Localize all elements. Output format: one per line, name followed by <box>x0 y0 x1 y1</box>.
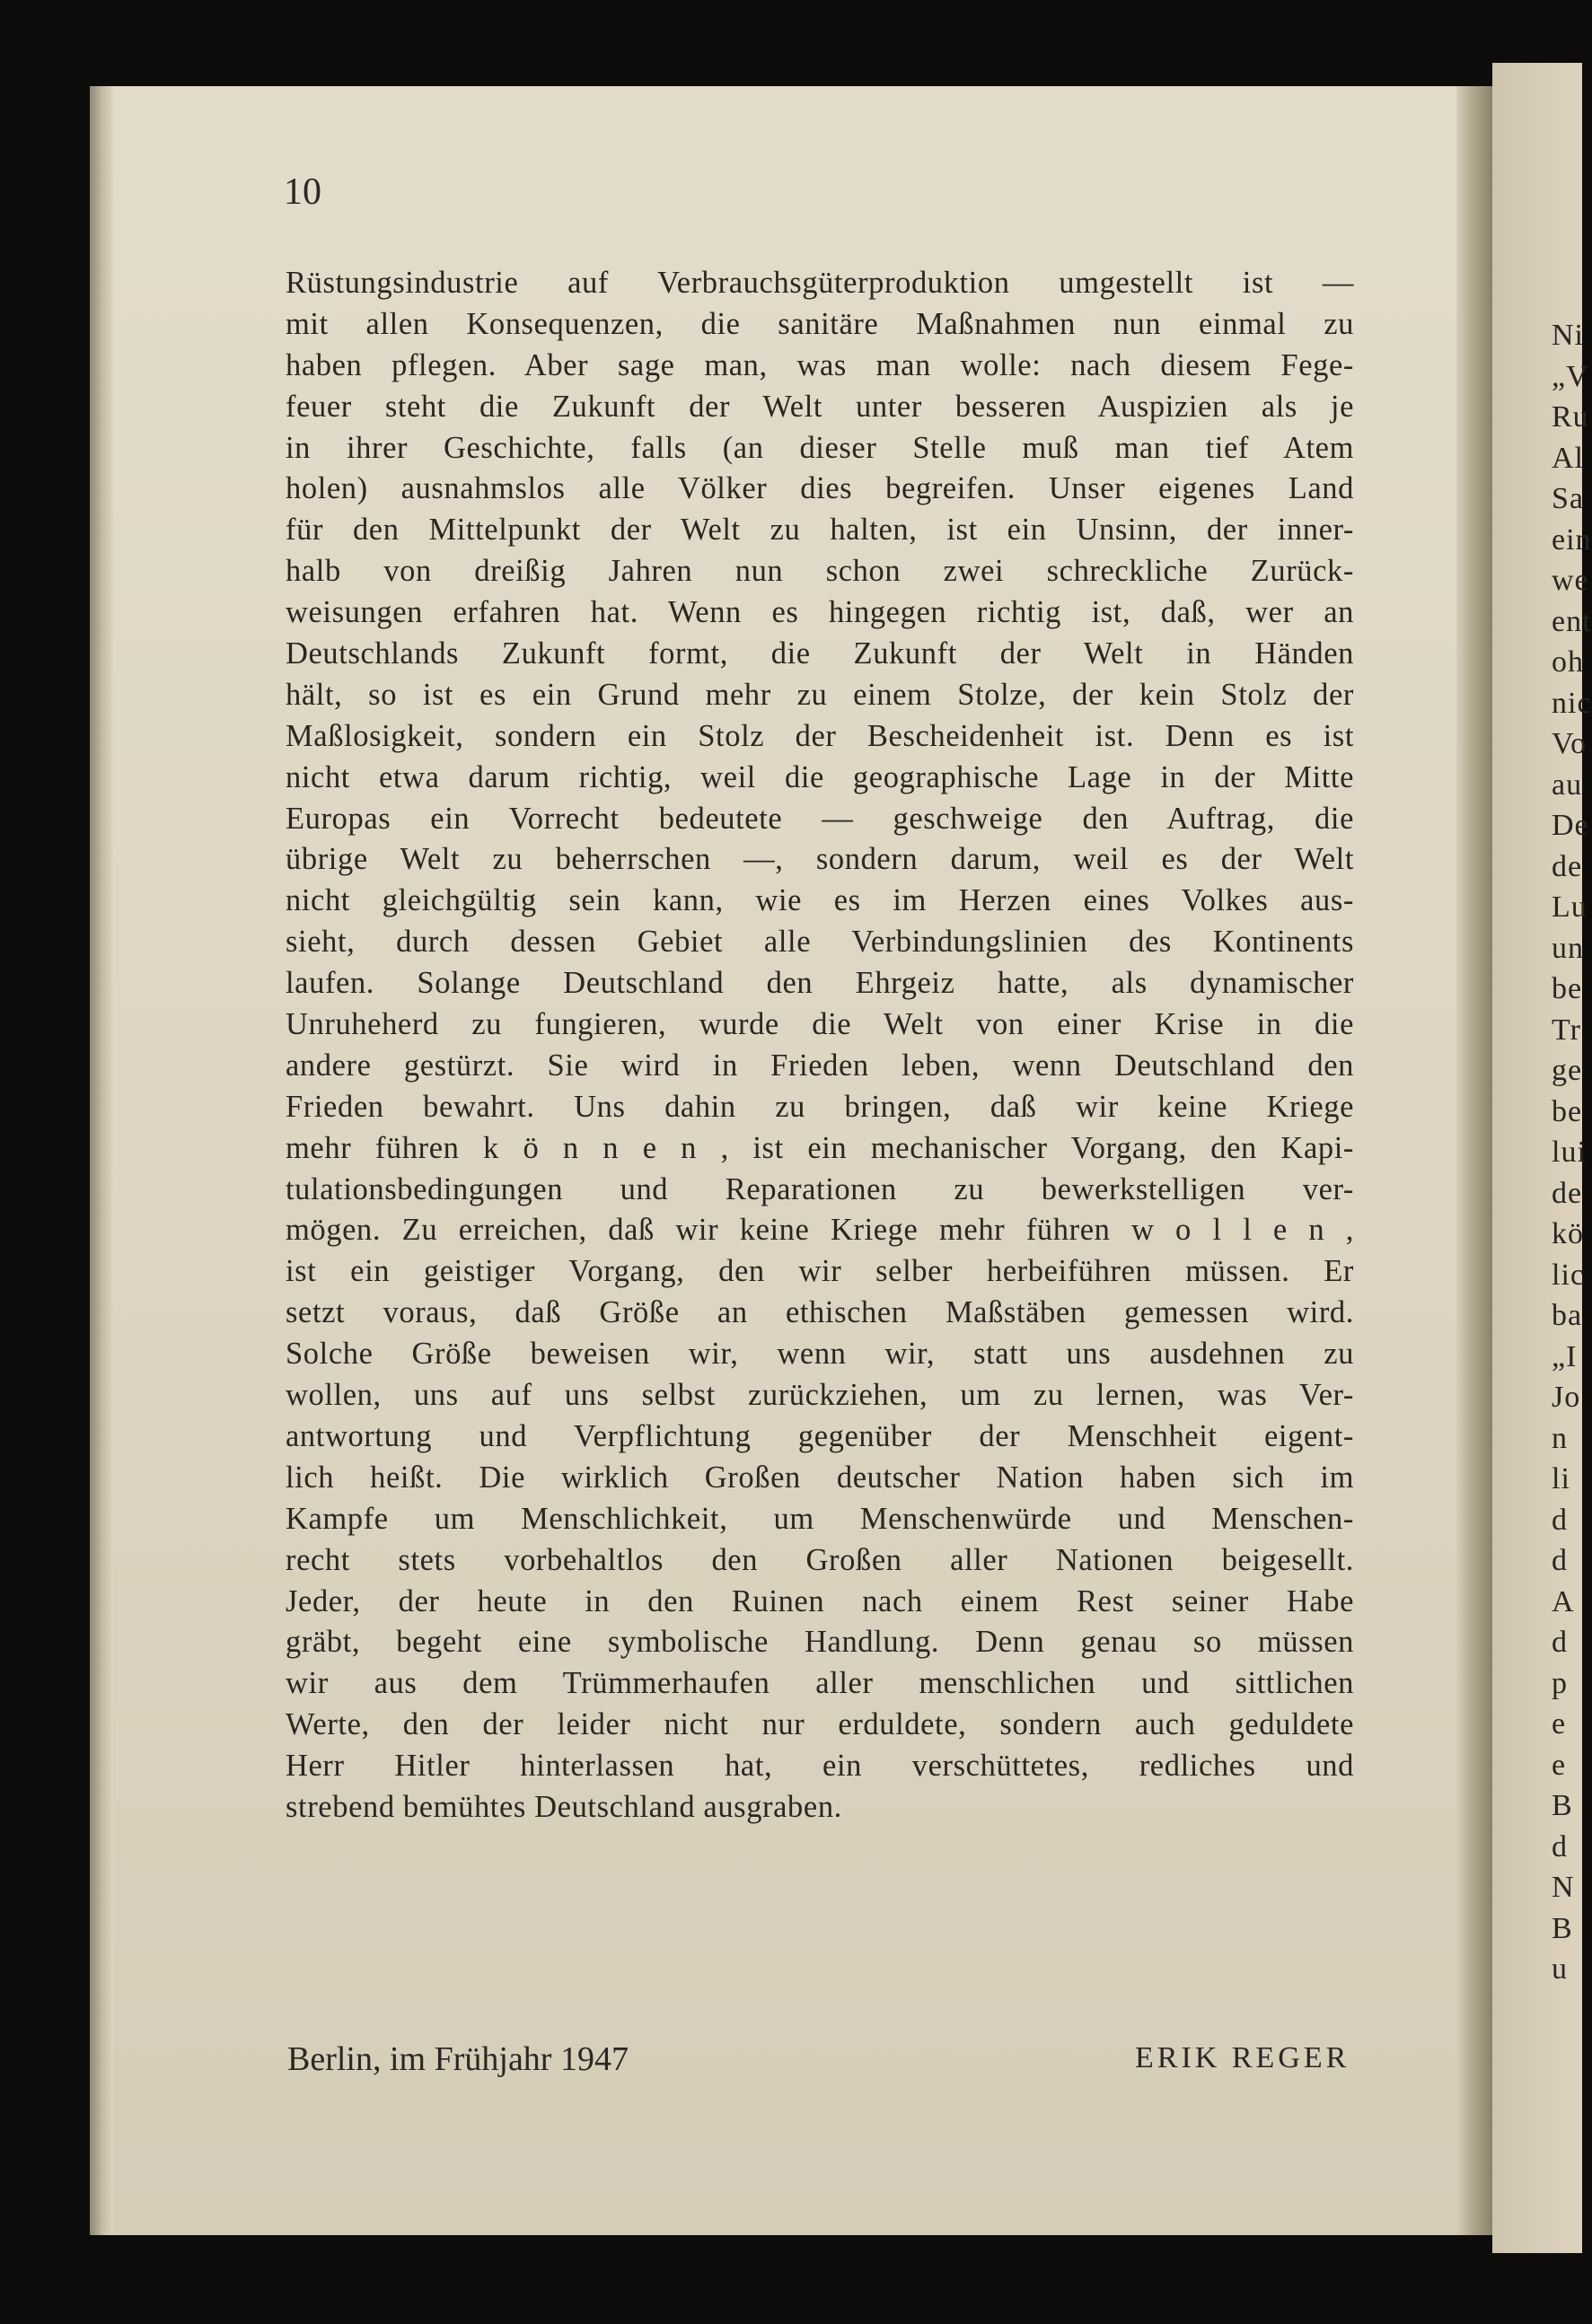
facing-page-text: Vo <box>1552 727 1588 760</box>
text-line: Rüstungsindustrie auf Verbrauchsgüterproduktion umgestellt ist — <box>286 266 1354 300</box>
facing-page-text: au <box>1552 767 1583 802</box>
facing-page-text: ge <box>1552 1054 1583 1087</box>
facing-page-text: nic <box>1552 686 1592 720</box>
text-line: Maßlosigkeit, sondern ein Stolz der Bescheidenheit ist. Denn es ist <box>286 718 1354 753</box>
facing-page-text: d <box>1552 1503 1568 1537</box>
facing-page-text: lic <box>1552 1258 1585 1292</box>
text-line: tulationsbedingungen und Reparationen zu bewerkstelligen ver- <box>286 1171 1354 1206</box>
facing-page-text: Sa <box>1552 482 1584 515</box>
facing-page-text: u <box>1552 1952 1568 1986</box>
facing-page-text: d <box>1552 1544 1568 1577</box>
text-line: lich heißt. Die wirklich Großen deutscher Nation haben sich im <box>286 1460 1354 1495</box>
facing-page-text: p <box>1552 1666 1568 1700</box>
text-line: mit allen Konsequenzen, die sanitäre Maßnahmen nun einmal zu <box>286 306 1354 341</box>
text-line: Herr Hitler hinterlassen hat, ein verschüttetes, redliches und <box>286 1749 1354 1784</box>
text-line: mögen. Zu erreichen, daß wir keine Kriege mehr führen w o l l e n , <box>286 1213 1354 1248</box>
text-line: Jeder, der heute in den Ruinen nach einem Rest seiner Habe <box>286 1583 1354 1618</box>
facing-page-text: kö <box>1552 1217 1584 1250</box>
text-line: recht stets vorbehaltlos den Großen aller Nationen beigesellt. <box>286 1542 1354 1577</box>
page-number: 10 <box>284 171 321 213</box>
facing-page-text: de <box>1552 1176 1583 1210</box>
text-line: setzt voraus, daß Größe an ethischen Maßstäben gemessen wird. <box>286 1295 1354 1330</box>
facing-page-text: „I <box>1552 1339 1578 1373</box>
text-line: laufen. Solange Deutschland den Ehrgeiz hatte, als dynamischer <box>286 966 1354 1001</box>
text-line: Solche Größe beweisen wir, wenn wir, statt uns ausdehnen zu <box>286 1337 1354 1372</box>
facing-page-text: de <box>1552 849 1583 883</box>
text-line: haben pflegen. Aber sage man, was man wolle: nach diesem Fege- <box>286 347 1354 382</box>
facing-page-text: Jo <box>1552 1381 1581 1414</box>
facing-page-text: d <box>1552 1626 1568 1659</box>
text-line: strebend bemühtes Deutschland ausgraben. <box>286 1789 842 1824</box>
facing-page-text: B <box>1552 1911 1573 1945</box>
text-line: antwortung und Verpflichtung gegenüber der Menschheit eigent- <box>286 1418 1354 1453</box>
place-date: Berlin, im Frühjahr 1947 <box>287 2040 629 2078</box>
text-line: sieht, durch dessen Gebiet alle Verbindungslinien des Kontinents <box>286 925 1354 960</box>
text-line: in ihrer Geschichte, falls (an dieser Stelle muß man tief Atem <box>286 430 1354 465</box>
facing-page-text: e <box>1552 1707 1567 1741</box>
text-line: mehr führen k ö n n e n , ist ein mechanischer Vorgang, den Kapi- <box>286 1130 1354 1165</box>
facing-page-text: Tr <box>1552 1013 1581 1047</box>
facing-page-text: un <box>1552 931 1584 965</box>
facing-page-text: A <box>1552 1584 1575 1618</box>
facing-page-text: N <box>1552 1871 1575 1904</box>
author-signature: ERIK REGER <box>1135 2041 1350 2074</box>
text-line: Kampfe um Menschlichkeit, um Menschenwürde und Menschen- <box>286 1501 1354 1536</box>
text-line: Unruheherd zu fungieren, wurde die Welt von einer Krise in die <box>286 1007 1354 1042</box>
book-gutter <box>1456 86 1492 2235</box>
text-line: andere gestürzt. Sie wird in Frieden leben, wenn Deutschland den <box>286 1048 1354 1083</box>
text-line: Frieden bewahrt. Uns dahin zu bringen, daß wir keine Kriege <box>286 1089 1354 1124</box>
facing-page-text: Al <box>1552 441 1584 475</box>
facing-page-text: be <box>1552 1094 1583 1128</box>
facing-page-text: ein <box>1552 522 1592 557</box>
facing-page-text: Lu <box>1552 890 1588 924</box>
facing-page-text: ent <box>1552 604 1592 638</box>
page-left-edge <box>90 86 113 2235</box>
facing-page-text: d <box>1552 1829 1568 1864</box>
facing-page-text: ba <box>1552 1299 1583 1332</box>
text-line: feuer steht die Zukunft der Welt unter besseren Auspizien als je <box>286 389 1354 424</box>
text-line: übrige Welt zu beherrschen —, sondern darum, weil es der Welt <box>286 842 1354 877</box>
text-line: holen) ausnahmslos alle Völker dies begreifen. Unser eigenes Land <box>286 471 1354 506</box>
facing-page-text: be <box>1552 972 1583 1005</box>
facing-page-text: Ni <box>1552 319 1584 352</box>
text-line: gräbt, begeht eine symbolische Handlung. Denn genau so müssen <box>286 1625 1354 1660</box>
text-line: wir aus dem Trümmerhaufen aller menschlichen und sittlichen <box>286 1666 1354 1701</box>
text-line: Europas ein Vorrecht bedeutete — geschweige den Auftrag, die <box>286 801 1354 836</box>
text-line: nicht gleichgültig sein kann, wie es im Herzen eines Volkes aus- <box>286 883 1354 918</box>
facing-page-text: B <box>1552 1789 1573 1822</box>
text-line: Werte, den der leider nicht nur erduldete, sondern auch geduldete <box>286 1707 1354 1742</box>
text-line: weisungen erfahren hat. Wenn es hingegen richtig ist, daß, wer an <box>286 595 1354 630</box>
text-line: für den Mittelpunkt der Welt zu halten, ist ein Unsinn, der inner- <box>286 513 1354 548</box>
facing-page-text: li <box>1552 1462 1570 1495</box>
facing-page-text: oh <box>1552 645 1584 679</box>
facing-page-text: Ru <box>1552 400 1589 434</box>
facing-page-text: lui <box>1552 1136 1587 1169</box>
facing-page-text: we <box>1552 564 1589 597</box>
facing-page-text: „V <box>1552 359 1589 393</box>
text-line: wollen, uns auf uns selbst zurückziehen, um zu lernen, was Ver- <box>286 1378 1354 1413</box>
text-line: halb von dreißig Jahren nun schon zwei schreckliche Zurück- <box>286 554 1354 589</box>
facing-page-fragment <box>1492 63 1592 2253</box>
text-line: nicht etwa darum richtig, weil die geographische Lage in der Mitte <box>286 759 1354 794</box>
facing-page-text: n <box>1552 1421 1568 1455</box>
body-text <box>286 263 1354 1829</box>
facing-page-text: e <box>1552 1748 1567 1782</box>
text-line: Deutschlands Zukunft formt, die Zukunft der Welt in Händen <box>286 636 1354 671</box>
text-line: hält, so ist es ein Grund mehr zu einem Stolze, der kein Stolz der <box>286 677 1354 712</box>
facing-page-text: De <box>1552 809 1589 842</box>
text-line: ist ein geistiger Vorgang, den wir selber herbeiführen müssen. Er <box>286 1254 1354 1289</box>
